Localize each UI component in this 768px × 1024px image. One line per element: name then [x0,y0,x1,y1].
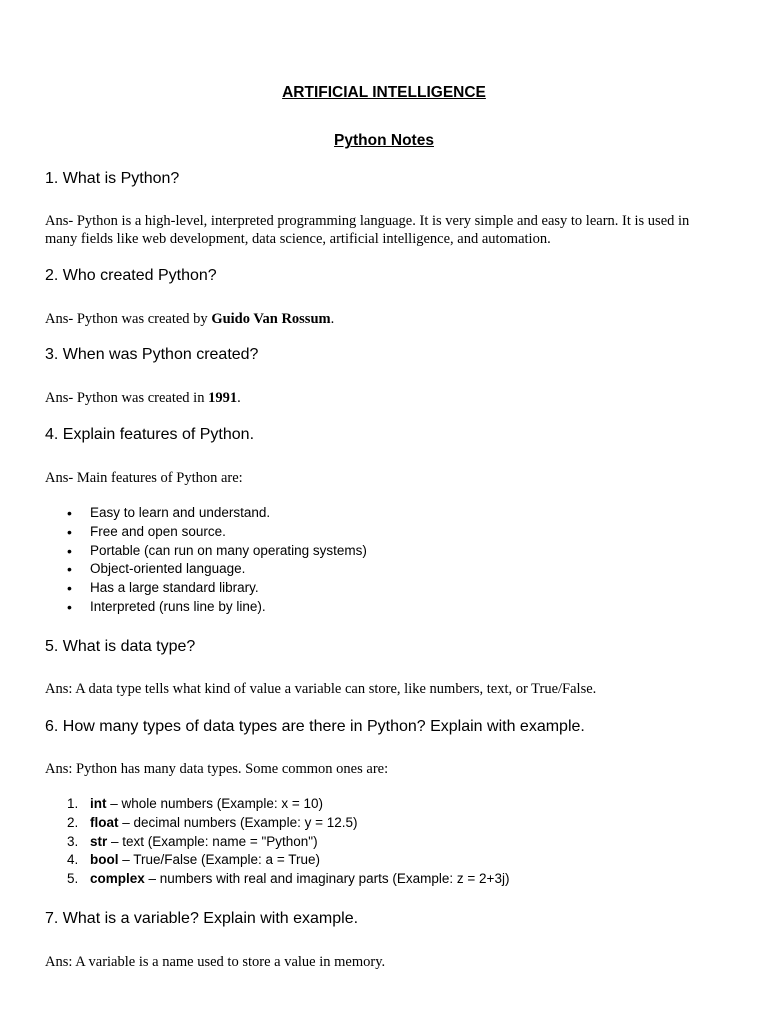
type-name: float [90,814,119,830]
list-item [45,833,509,852]
answer-2-suffix: . [330,311,335,327]
answer-2 [45,310,725,328]
answer-3-suffix: . [237,390,241,406]
type-name: bool [90,852,119,868]
list-item [45,870,509,889]
answer-7: Ans: A variable is a name used to store a value in memory. [45,954,386,970]
type-desc: – True/False (Example: a = True) [118,852,320,868]
list-item [45,814,509,833]
list-number: 2. [67,814,79,830]
list-number: 3. [67,833,79,849]
list-number: 5. [67,871,79,887]
answer-4: Ans- Main features of Python are: [45,470,243,486]
list-item: • Easy to learn and understand. [45,504,367,523]
type-name: complex [90,871,145,887]
list-item: • Portable (can run on many operating systems) [45,542,367,561]
answer-2-bold: Guido Van Rossum [211,311,331,327]
type-desc: – numbers with real and imaginary parts (Example: z = 2+3j) [144,871,510,887]
type-name: str [90,833,108,849]
question-6: 6. How many types of data types are there in Python? Explain with example. [45,718,585,735]
question-4: 4. Explain features of Python. [45,426,255,443]
question-1: 1. What is Python? [45,170,180,187]
data-types-list [45,795,509,889]
type-desc: – text (Example: name = "Python") [107,833,318,849]
list-number: 4. [67,852,79,868]
list-item: • Object-oriented language. [45,560,367,579]
list-item: • Interpreted (runs line by line). [45,598,367,617]
answer-6: Ans: Python has many data types. Some common ones are: [45,761,389,777]
answer-3-bold: 1991 [208,390,238,406]
list-number: 1. [67,796,79,811]
answer-3 [45,389,725,407]
question-5: 5. What is data type? [45,638,196,655]
document-title: ARTIFICIAL INTELLIGENCE [282,84,486,101]
list-item: • Free and open source. [45,523,367,542]
list-item [45,851,509,870]
features-list [45,504,367,617]
question-7: 7. What is a variable? Explain with example. [45,910,359,927]
type-desc: – decimal numbers (Example: y = 12.5) [118,814,358,830]
answer-2-text: Ans- Python was created by [45,311,212,327]
list-item [45,795,509,814]
type-name: int [90,796,107,811]
answer-3-text: Ans- Python was created in [45,390,209,406]
answer-5: Ans: A data type tells what kind of value a variable can store, like numbers, text, or True/False. [45,681,597,697]
document-subtitle: Python Notes [334,132,434,149]
answer-1: Ans- Python is a high-level, interpreted programming language. It is very simple and easy to learn. It is used in many fields like web development, data science, artificial intelligence, and automation. [45,213,690,247]
type-desc: – whole numbers (Example: x = 10) [106,796,323,811]
question-3: 3. When was Python created? [45,346,259,363]
question-2: 2. Who created Python? [45,267,217,284]
list-item: • Has a large standard library. [45,579,367,598]
